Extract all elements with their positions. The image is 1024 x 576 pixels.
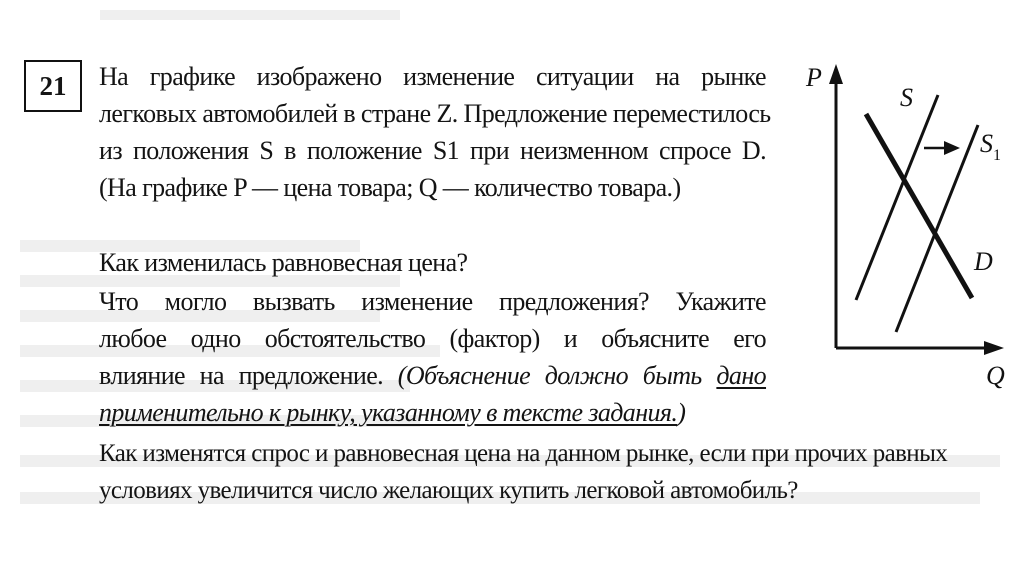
question-supply-line-4 — [99, 398, 685, 428]
explanation-underlined-word: дано — [716, 361, 767, 390]
question-supply-line-3 — [99, 361, 766, 391]
explanation-close-paren: ) — [677, 398, 686, 427]
explanation-note: (Объяснение должно быть — [397, 361, 702, 390]
supply-label-s1-sub: 1 — [993, 147, 1001, 164]
q-axis-label: Q — [986, 361, 1005, 390]
q-axis-arrow — [984, 341, 1004, 355]
demand-label-d: D — [974, 247, 993, 276]
question-supply-line-1: Что могло вызвать изменение предложения? Укажите — [99, 287, 766, 316]
task-line-1: На графике изображено изменение ситуации на рынке — [99, 62, 766, 91]
supply-label-s1 — [980, 129, 1001, 164]
supply-label-s: S — [900, 83, 913, 112]
supply-demand-graph — [800, 50, 1020, 400]
p-axis-label: P — [806, 63, 822, 92]
supply-curve-s1 — [896, 125, 978, 332]
task-line-4: (На графике P — цена товара; Q — количество товара.) — [99, 173, 681, 202]
question-price: Как изменилась равновесная цена? — [99, 248, 468, 277]
task-line-3: из положения S в положение S1 при неизменном спросе D. — [99, 136, 766, 165]
shift-arrow-head — [944, 141, 960, 155]
task-line-2: легковых автомобилей в стране Z. Предложение переместилось — [99, 99, 771, 128]
question-demand-line-1: Как изменятся спрос и равновесная цена на данном рынке, если при прочих равных — [99, 440, 948, 467]
task-number: 21 — [39, 70, 67, 101]
explanation-underlined-text: применительно к рынку, указанному в тексте задания. — [99, 398, 678, 427]
p-axis-arrow — [829, 64, 843, 84]
supply-label-s1-main: S — [980, 129, 993, 158]
task-number-box — [24, 60, 82, 112]
question-supply-line-2: любое одно обстоятельство (фактор) и объясните его — [99, 324, 766, 353]
question-demand-line-2: условиях увеличится число желающих купить легковой автомобиль? — [99, 477, 798, 504]
influence-text: влияние на предложение. — [99, 361, 384, 390]
supply-curve-s — [856, 95, 938, 300]
